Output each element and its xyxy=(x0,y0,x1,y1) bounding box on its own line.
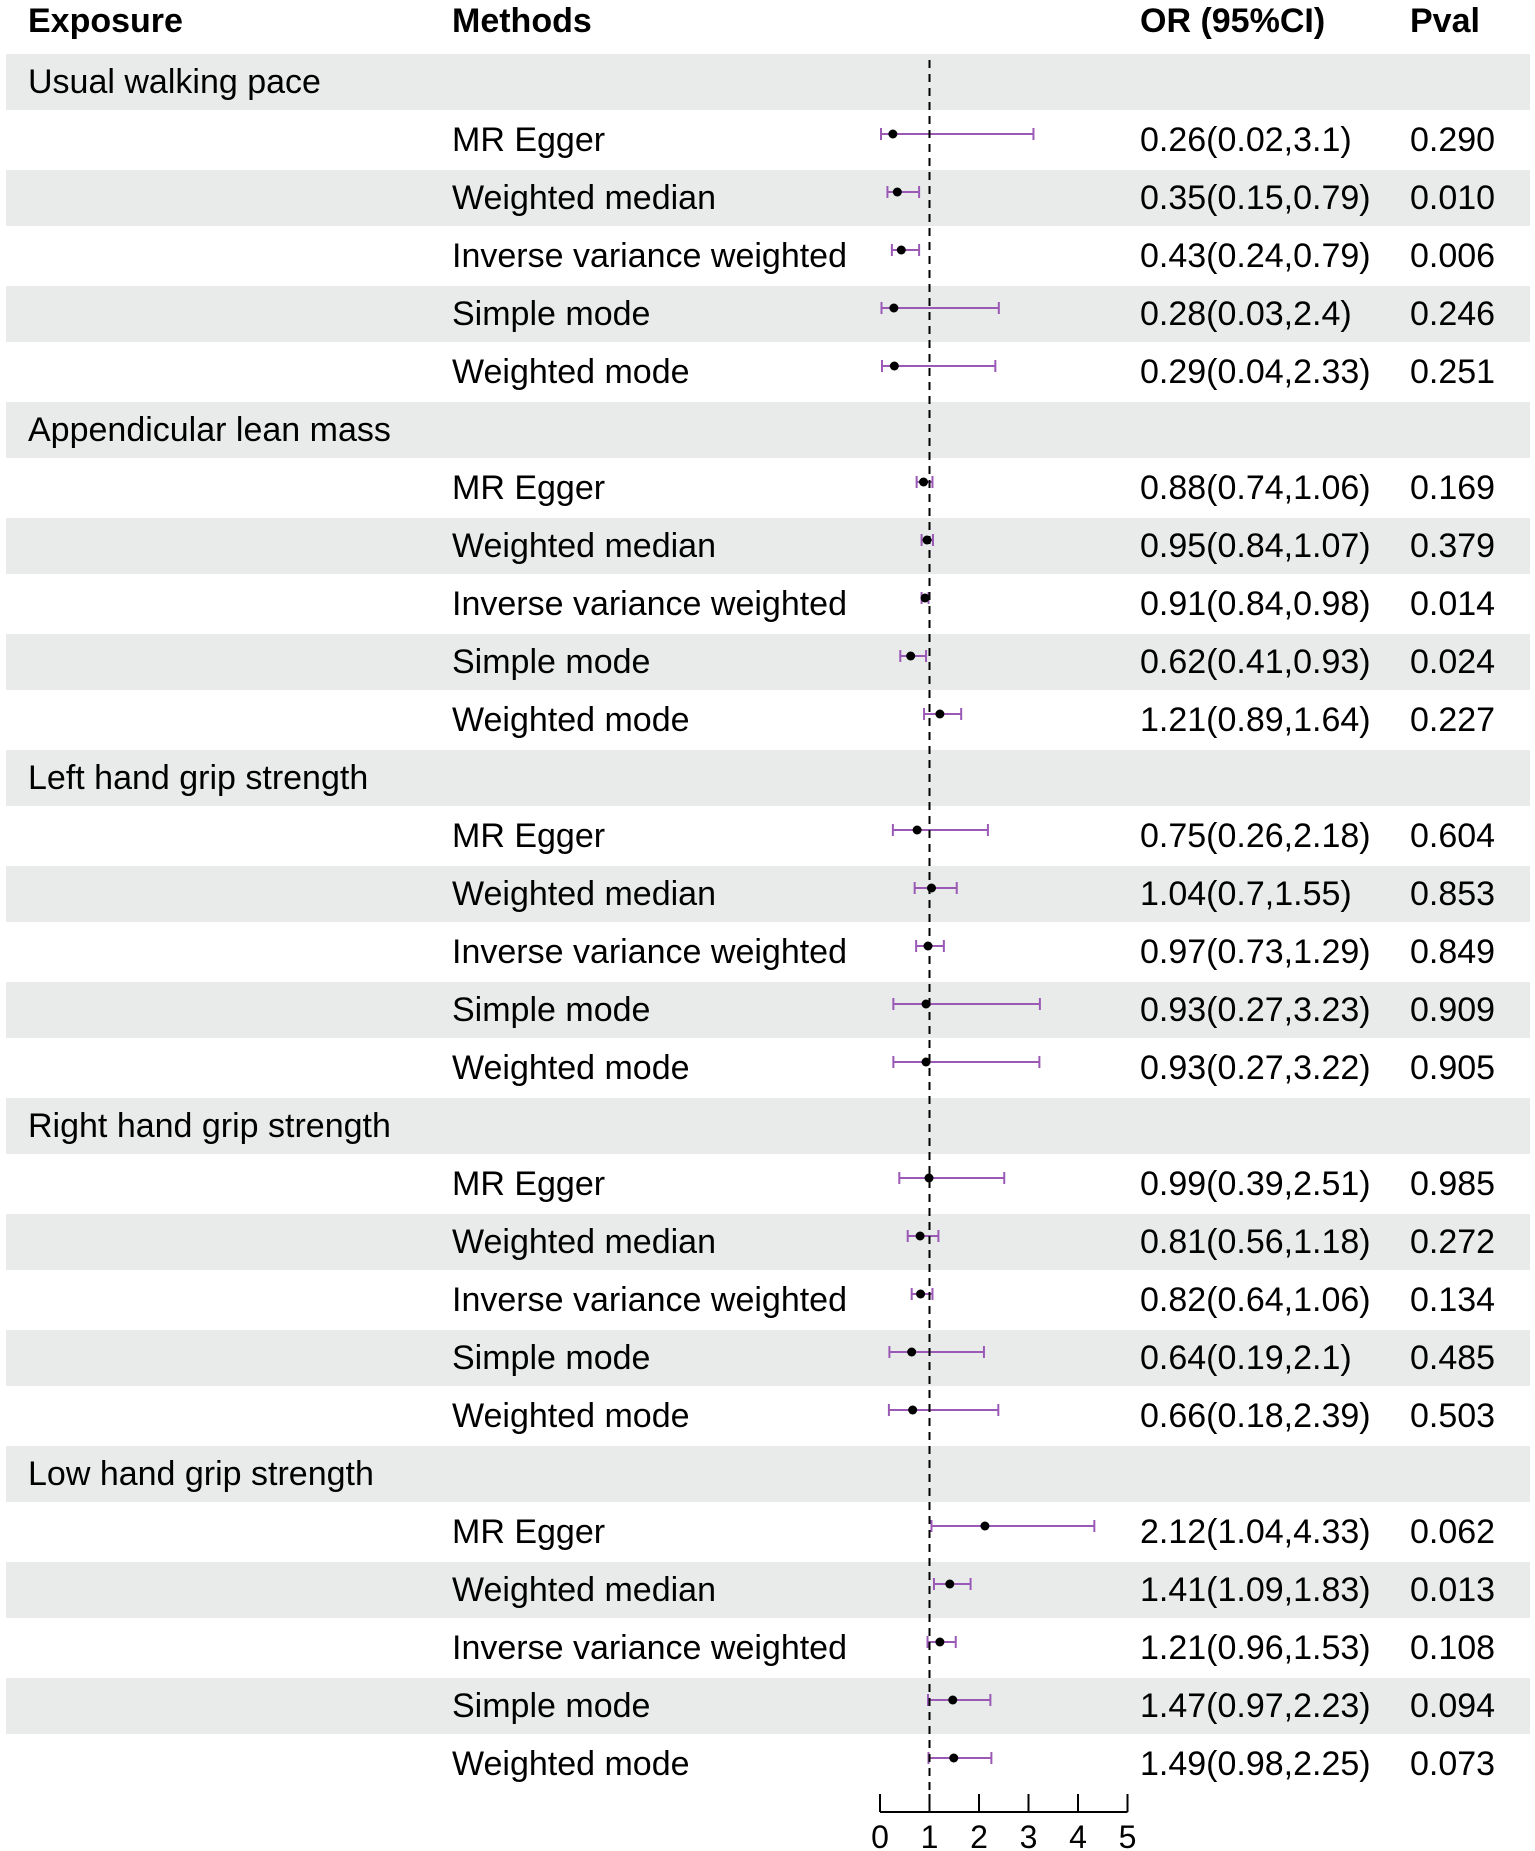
point-estimate xyxy=(906,652,915,661)
or-ci-label: 0.28(0.03,2.4) xyxy=(1140,295,1352,333)
point-estimate xyxy=(893,188,902,197)
or-ci-label: 0.91(0.84,0.98) xyxy=(1140,585,1371,623)
pval-label: 0.251 xyxy=(1410,353,1496,391)
or-ci-label: 0.35(0.15,0.79) xyxy=(1140,179,1371,217)
method-label: Weighted mode xyxy=(452,1745,690,1783)
or-ci-label: 0.43(0.24,0.79) xyxy=(1140,237,1371,275)
point-estimate xyxy=(948,1696,957,1705)
pval-label: 0.853 xyxy=(1410,875,1496,913)
or-ci-label: 1.49(0.98,2.25) xyxy=(1140,1745,1371,1783)
method-label: MR Egger xyxy=(452,1165,606,1203)
or-ci-label: 0.93(0.27,3.23) xyxy=(1140,991,1371,1029)
method-label: Simple mode xyxy=(452,643,651,681)
or-ci-label: 0.93(0.27,3.22) xyxy=(1140,1049,1371,1087)
or-ci-label: 0.97(0.73,1.29) xyxy=(1140,933,1371,971)
pval-label: 0.246 xyxy=(1410,295,1496,333)
or-ci-label: 0.75(0.26,2.18) xyxy=(1140,817,1371,855)
pval-label: 0.379 xyxy=(1410,527,1496,565)
point-estimate xyxy=(916,1232,925,1241)
pval-label: 0.849 xyxy=(1410,933,1496,971)
pval-label: 0.227 xyxy=(1410,701,1496,739)
header-methods: Methods xyxy=(452,2,592,40)
exposure-label: Left hand grip strength xyxy=(28,759,369,797)
or-ci-label: 0.29(0.04,2.33) xyxy=(1140,353,1371,391)
point-estimate xyxy=(913,826,922,835)
pval-label: 0.503 xyxy=(1410,1397,1496,1435)
pval-label: 0.290 xyxy=(1410,121,1496,159)
x-tick-label: 5 xyxy=(1118,1819,1137,1851)
or-ci-label: 0.62(0.41,0.93) xyxy=(1140,643,1371,681)
method-label: Inverse variance weighted xyxy=(452,585,848,623)
method-label: Weighted median xyxy=(452,1571,716,1609)
method-label: Weighted mode xyxy=(452,1397,690,1435)
method-label: Weighted median xyxy=(452,179,716,217)
point-estimate xyxy=(921,594,930,603)
or-ci-label: 0.81(0.56,1.18) xyxy=(1140,1223,1371,1261)
method-label: Simple mode xyxy=(452,991,651,1029)
method-label: Weighted median xyxy=(452,527,716,565)
method-label: Weighted mode xyxy=(452,1049,690,1087)
method-label: Weighted mode xyxy=(452,353,690,391)
exposure-label: Usual walking pace xyxy=(28,63,321,101)
exposure-label: Right hand grip strength xyxy=(28,1107,391,1145)
point-estimate xyxy=(980,1522,989,1531)
or-ci-label: 1.21(0.89,1.64) xyxy=(1140,701,1371,739)
header-or-ci: OR (95%CI) xyxy=(1140,2,1326,40)
point-estimate xyxy=(949,1754,958,1763)
header-pval: Pval xyxy=(1410,2,1480,40)
or-ci-label: 0.82(0.64,1.06) xyxy=(1140,1281,1371,1319)
pval-label: 0.909 xyxy=(1410,991,1496,1029)
point-estimate xyxy=(889,304,898,313)
pval-label: 0.013 xyxy=(1410,1571,1496,1609)
method-label: Weighted median xyxy=(452,875,716,913)
point-estimate xyxy=(935,1638,944,1647)
pval-label: 0.062 xyxy=(1410,1513,1496,1551)
point-estimate xyxy=(907,1348,916,1357)
pval-label: 0.169 xyxy=(1410,469,1496,507)
method-label: MR Egger xyxy=(452,469,606,507)
point-estimate xyxy=(919,478,928,487)
exposure-label: Appendicular lean mass xyxy=(28,411,391,449)
method-label: MR Egger xyxy=(452,817,606,855)
x-tick-label: 3 xyxy=(1019,1819,1038,1851)
method-label: Weighted median xyxy=(452,1223,716,1261)
or-ci-label: 1.21(0.96,1.53) xyxy=(1140,1629,1371,1667)
point-estimate xyxy=(927,884,936,893)
pval-label: 0.010 xyxy=(1410,179,1496,217)
method-label: Simple mode xyxy=(452,1687,651,1725)
x-tick-label: 4 xyxy=(1069,1819,1087,1851)
method-label: Inverse variance weighted xyxy=(452,1281,848,1319)
header-exposure: Exposure xyxy=(28,2,183,40)
or-ci-label: 0.99(0.39,2.51) xyxy=(1140,1165,1371,1203)
point-estimate xyxy=(908,1406,917,1415)
method-label: MR Egger xyxy=(452,1513,606,1551)
or-ci-label: 0.26(0.02,3.1) xyxy=(1140,121,1352,159)
method-label: MR Egger xyxy=(452,121,606,159)
pval-label: 0.134 xyxy=(1410,1281,1496,1319)
point-estimate xyxy=(924,942,933,951)
or-ci-label: 1.47(0.97,2.23) xyxy=(1140,1687,1371,1725)
point-estimate xyxy=(897,246,906,255)
x-tick-label: 0 xyxy=(871,1819,889,1851)
or-ci-label: 0.66(0.18,2.39) xyxy=(1140,1397,1371,1435)
method-label: Simple mode xyxy=(452,295,651,333)
method-label: Inverse variance weighted xyxy=(452,237,848,275)
or-ci-label: 1.04(0.7,1.55) xyxy=(1140,875,1352,913)
pval-label: 0.485 xyxy=(1410,1339,1496,1377)
pval-label: 0.006 xyxy=(1410,237,1496,275)
pval-label: 0.272 xyxy=(1410,1223,1496,1261)
method-label: Simple mode xyxy=(452,1339,651,1377)
pval-label: 0.073 xyxy=(1410,1745,1496,1783)
pval-label: 0.604 xyxy=(1410,817,1496,855)
point-estimate xyxy=(890,362,899,371)
x-tick-label: 2 xyxy=(970,1819,988,1851)
or-ci-label: 1.41(1.09,1.83) xyxy=(1140,1571,1371,1609)
pval-label: 0.985 xyxy=(1410,1165,1496,1203)
pval-label: 0.014 xyxy=(1410,585,1496,623)
method-label: Weighted mode xyxy=(452,701,690,739)
point-estimate xyxy=(916,1290,925,1299)
method-label: Inverse variance weighted xyxy=(452,933,848,971)
or-ci-label: 0.64(0.19,2.1) xyxy=(1140,1339,1352,1377)
or-ci-label: 2.12(1.04,4.33) xyxy=(1140,1513,1371,1551)
pval-label: 0.108 xyxy=(1410,1629,1496,1667)
exposure-label: Low hand grip strength xyxy=(28,1455,374,1493)
x-tick-label: 1 xyxy=(920,1819,939,1851)
point-estimate xyxy=(888,130,897,139)
pval-label: 0.024 xyxy=(1410,643,1496,681)
method-label: Inverse variance weighted xyxy=(452,1629,848,1667)
or-ci-label: 0.95(0.84,1.07) xyxy=(1140,527,1371,565)
point-estimate xyxy=(945,1580,954,1589)
point-estimate xyxy=(935,710,944,719)
pval-label: 0.905 xyxy=(1410,1049,1496,1087)
or-ci-label: 0.88(0.74,1.06) xyxy=(1140,469,1371,507)
pval-label: 0.094 xyxy=(1410,1687,1496,1725)
